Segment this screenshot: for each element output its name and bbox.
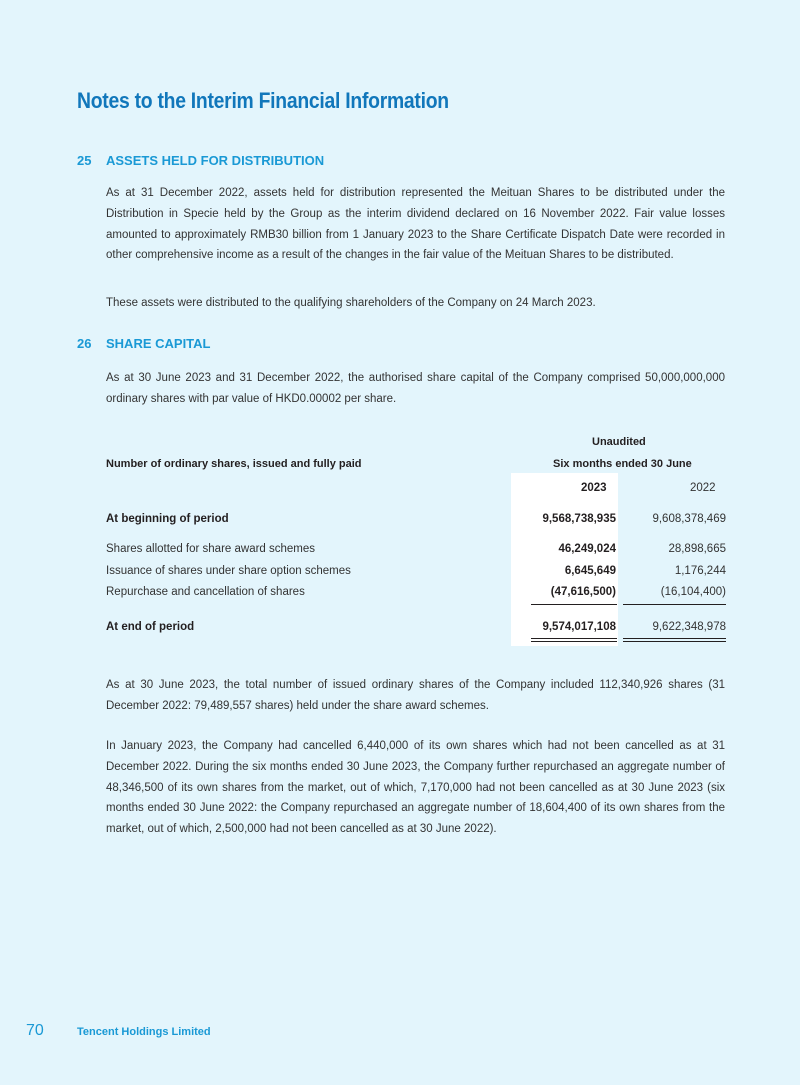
value-2022: 28,898,665	[668, 543, 726, 555]
table-row	[106, 621, 726, 639]
subtotal-rule-2022	[623, 604, 726, 605]
section-number: 25	[77, 153, 92, 168]
value-2023: 9,568,738,935	[542, 513, 616, 525]
row-label: Repurchase and cancellation of shares	[106, 586, 305, 598]
row-label: At beginning of period	[106, 513, 229, 525]
subtotal-rule-2023	[531, 604, 617, 605]
table-row	[106, 565, 726, 583]
section-25-paragraph-1: As at 31 December 2022, assets held for distribution represented the Meituan Shares to be distributed under the Distribution in Specie held by the Group as the interim dividend declared on 16 November 2022. Fair value losses amounted to approximately RMB30 billion from 1 January 2023 to the Share Certificate Dispatch Date were recorded in other comprehensive income as a result of the changes in the fair value of the Meituan Shares to be distributed.	[106, 187, 725, 262]
total-rule-2023-b	[531, 641, 617, 642]
page-title: Notes to the Interim Financial Information	[77, 88, 449, 113]
section-26-paragraph-3: In January 2023, the Company had cancelled 6,440,000 of its own shares which had not been cancelled as at 31 December 2022. During the six months ended 30 June 2023, the Company further repurchased an aggregate number of 48,346,500 of its own shares from the market, out of which, 7,170,000 had not been cancelled as at 30 June 2023 (six months ended 30 June 2022: the Company repurchased an aggregate number of 18,604,400 of its own shares from the market, out of which, 2,500,000 had not been cancelled as at 30 June 2022).	[106, 740, 725, 836]
value-2023: (47,616,500)	[550, 586, 616, 598]
total-rule-2023-a	[531, 638, 617, 639]
row-label: Issuance of shares under share option schemes	[106, 565, 351, 577]
value-2022: 1,176,244	[674, 565, 726, 577]
value-2022: 9,608,378,469	[652, 513, 726, 525]
total-rule-2022-b	[623, 641, 726, 642]
company-name: Tencent Holdings Limited	[77, 1026, 211, 1038]
unaudited-label: Unaudited	[592, 436, 646, 448]
table-row	[106, 543, 726, 561]
column-header-2022: 2022	[690, 482, 716, 494]
period-label: Six months ended 30 June	[553, 458, 692, 470]
column-header-2023: 2023	[581, 482, 607, 494]
section-26-paragraph-2: As at 30 June 2023, the total number of issued ordinary shares of the Company included 112,340,926 shares (31 December 2022: 79,489,557 shares) held under the share award schemes.	[106, 679, 725, 712]
row-label: Shares allotted for share award schemes	[106, 543, 316, 555]
section-title: SHARE CAPITAL	[106, 336, 211, 351]
section-26-paragraph-1: As at 30 June 2023 and 31 December 2022, the authorised share capital of the Company comprised 50,000,000,000 ordinary shares with par value of HKD0.00002 per share.	[106, 372, 725, 405]
total-rule-2022-a	[623, 638, 726, 639]
section-25-heading	[77, 153, 324, 168]
table-row	[106, 586, 726, 604]
table-row	[106, 513, 726, 531]
page-number: 70	[26, 1022, 44, 1039]
value-2023: 6,645,649	[564, 565, 616, 577]
value-2022: 9,622,348,978	[652, 621, 726, 633]
section-25-paragraph-2: These assets were distributed to the qualifying shareholders of the Company on 24 March 2023.	[106, 297, 596, 309]
value-2023: 9,574,017,108	[542, 621, 616, 633]
row-label: At end of period	[106, 621, 195, 633]
table-row-header: Number of ordinary shares, issued and fully paid	[106, 458, 362, 470]
section-number: 26	[77, 336, 92, 351]
value-2022: (16,104,400)	[660, 586, 726, 598]
value-2023: 46,249,024	[558, 543, 616, 555]
section-title: ASSETS HELD FOR DISTRIBUTION	[106, 153, 325, 168]
section-26-heading	[77, 336, 210, 351]
